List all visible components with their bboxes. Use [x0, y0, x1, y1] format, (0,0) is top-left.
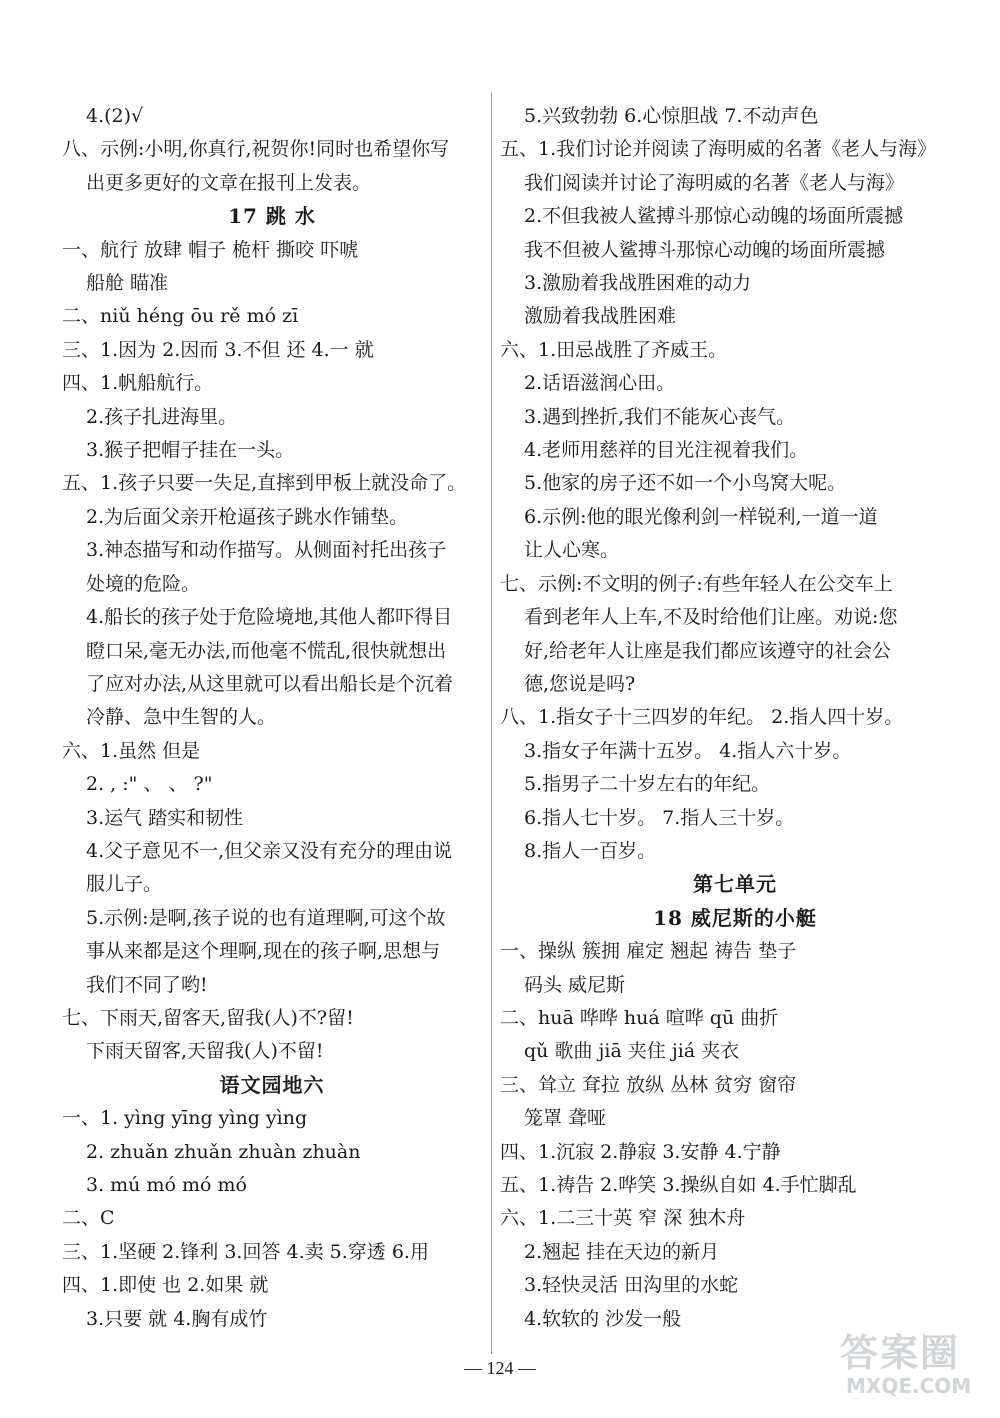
answer-line: 出更多更好的文章在报刊上发表。 [86, 171, 372, 194]
answer-line: 我不但被人鲨搏斗那惊心动魄的场面所震撼 [524, 238, 886, 261]
answer-line: 2.翘起 挂在天边的新月 [524, 1240, 720, 1263]
answer-line: 激励着我战胜困难 [524, 305, 677, 328]
right-column [500, 100, 970, 1336]
answer-line: 5.兴致勃勃 6.心惊胆战 7.不动声色 [524, 105, 819, 127]
section-heading: 第七单元 [693, 872, 777, 897]
answer-line: 二、huā 哗哗 huá 喧哗 qū 曲折 [500, 1006, 779, 1029]
answer-line: 3.轻快灵活 田沟里的水蛇 [524, 1274, 739, 1297]
answer-line: 一、航行 放肆 帽子 桅杆 撕咬 吓唬 [62, 238, 359, 261]
answer-line: qǔ 歌曲 jiā 夹住 jiá 夹衣 [524, 1040, 740, 1063]
answer-line: 一、1. yìng yīng yìng yìng [62, 1107, 308, 1130]
answer-line: 2.不但我被人鲨搏斗那惊心动魄的场面所震撼 [524, 205, 904, 228]
answer-line: 了应对办法,从这里就可以看出船长是个沉着 [86, 672, 454, 695]
answer-line: 六、1.田忌战胜了齐威王。 [500, 338, 728, 361]
answer-line: 三、耸立 耷拉 放纵 丛林 贫穷 窗帘 [500, 1073, 797, 1096]
answer-line: 德,您说是吗? [524, 672, 636, 695]
answer-line: 七、下雨天,留客天,留我(人)不?留! [62, 1006, 354, 1029]
watermark-text: 答案圈 [840, 1331, 961, 1375]
answer-line: 八、1.指女子十三四岁的年纪。 2.指人四十岁。 [500, 706, 904, 729]
answer-line: 下雨天留客,天留我(人)不留! [86, 1040, 324, 1063]
answer-line: 笼罩 聋哑 [524, 1107, 607, 1130]
answer-line: 6.示例:他的眼光像利剑一样锐利,一道一道 [524, 505, 878, 528]
answer-line: 四、1.帆船航行。 [62, 372, 214, 395]
answer-line: 二、C [62, 1207, 115, 1230]
column-divider [491, 92, 492, 1354]
answer-line: 五、1.孩子只要一失足,直摔到甲板上就没命了。 [62, 472, 467, 495]
answer-line: 码头 威尼斯 [524, 973, 626, 996]
answer-line: 处境的危险。 [86, 572, 201, 595]
answer-line: 让人心寒。 [524, 539, 620, 562]
answer-line: 3.指女子年满十五岁。 4.指人六十岁。 [524, 739, 852, 762]
answer-line: 3. mú mó mó mó [86, 1174, 247, 1196]
answer-line: 一、操纵 簇拥 雇定 翘起 祷告 垫子 [500, 940, 797, 963]
watermark-url: MXQE.COM [846, 1374, 972, 1398]
watermark-logo [836, 1322, 984, 1404]
answer-line: 3.猴子把帽子挂在一头。 [86, 439, 295, 462]
answer-line: 4.船长的孩子处于危险境地,其他人都吓得目 [86, 606, 453, 629]
answer-line: 六、1.二三十英 窄 深 独木舟 [500, 1207, 746, 1230]
answer-line: 3.遇到挫折,我们不能灰心丧气。 [524, 405, 796, 428]
section-heading: 18 威尼斯的小艇 [653, 905, 817, 930]
section-heading: 语文园地六 [219, 1072, 325, 1097]
answer-line: 二、niǔ héng ōu rě mó zī [62, 305, 299, 328]
answer-line: 4.父子意见不一,但父亲又没有充分的理由说 [86, 839, 453, 862]
answer-line: 三、1.坚硬 2.锋利 3.回答 4.卖 5.穿透 6.用 [62, 1240, 429, 1263]
section-heading: 17 跳 水 [228, 204, 316, 229]
answer-line: 2. zhuǎn zhuǎn zhuàn zhuàn [86, 1140, 361, 1163]
answer-line: 八、示例:小明,你真行,祝贺你!同时也希望你写 [62, 138, 450, 161]
answer-line: 8.指人一百岁。 [524, 839, 657, 862]
answer-line: 五、1.祷告 2.哗笑 3.操纵自如 4.手忙脚乱 [500, 1174, 857, 1196]
answer-line: 3.激励着我战胜困难的动力 [524, 272, 752, 295]
answer-line: 3.神态描写和动作描写。从侧面衬托出孩子 [86, 539, 447, 562]
answer-line: 4.(2)√ [86, 105, 144, 127]
answer-line: 我们阅读并讨论了海明威的名著《老人与海》 [524, 171, 905, 194]
answer-line: 5.他家的房子还不如一个小鸟窝大呢。 [524, 472, 847, 495]
answer-line: 船舱 瞄准 [86, 272, 169, 295]
answer-line: 3.运气 踏实和韧性 [86, 806, 244, 829]
page-number: — 124 — [464, 1358, 536, 1378]
answer-line: 2.为后面父亲开枪逼孩子跳水作铺垫。 [86, 505, 409, 528]
answer-line: 三、1.因为 2.因而 3.不但 还 4.一 就 [62, 338, 374, 361]
answer-line: 我们不同了哟! [86, 973, 208, 996]
answer-line: 2.话语滋润心田。 [524, 372, 676, 395]
answer-line: 看到老年人上车,不及时给他们让座。劝说:您 [524, 606, 898, 629]
answer-line: 3.只要 就 4.胸有成竹 [86, 1307, 268, 1330]
answer-line: 2.孩子扎进海里。 [86, 405, 238, 428]
answer-line: 六、1.虽然 但是 [62, 739, 201, 762]
answer-line: 6.指人七十岁。 7.指人三十岁。 [524, 806, 795, 829]
left-column [62, 100, 482, 1336]
answer-line: 5.指男子二十岁左右的年纪。 [524, 773, 771, 796]
answer-line: 服儿子。 [86, 873, 163, 896]
answer-line: 5.示例:是啊,孩子说的也有道理啊,可这个故 [86, 906, 446, 929]
answer-line: 七、示例:不文明的例子:有些年轻人在公交车上 [500, 572, 893, 595]
answer-line: 好,给老年人让座是我们都应该遵守的社会公 [524, 639, 892, 662]
answer-line: 瞪口呆,毫无办法,而他毫不慌乱,很快就想出 [86, 639, 447, 662]
answer-line: 事从来都是这个理啊,现在的孩子啊,思想与 [86, 940, 441, 963]
answer-line: 五、1.我们讨论并阅读了海明威的名著《老人与海》 [500, 138, 937, 161]
answer-line: 四、1.即使 也 2.如果 就 [62, 1274, 269, 1297]
answer-line: 4.老师用慈祥的目光注视着我们。 [524, 439, 809, 462]
answer-line: 冷静、急中生智的人。 [86, 706, 277, 729]
answer-line: 2. , :" 、 、 ?" [86, 773, 213, 796]
answer-line: 四、1.沉寂 2.静寂 3.安静 4.宁静 [500, 1140, 781, 1163]
answer-line: 4.软软的 沙发一般 [524, 1307, 682, 1330]
